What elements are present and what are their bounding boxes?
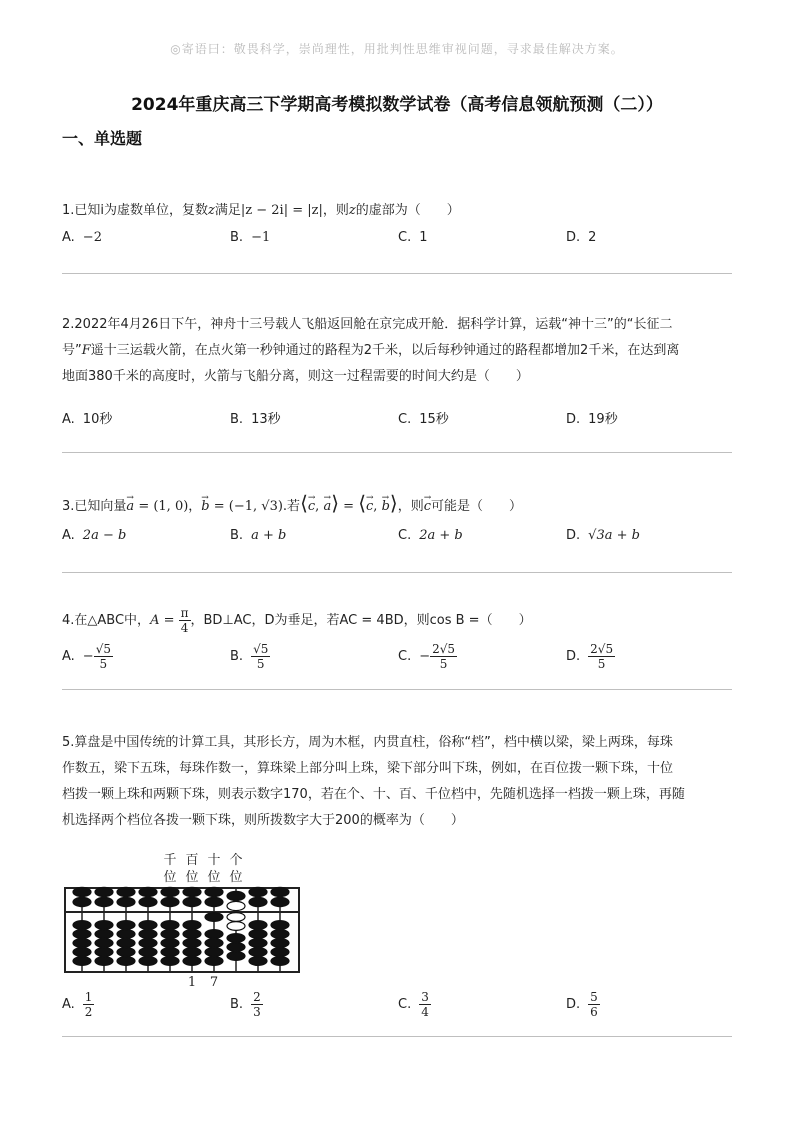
abacus-lower-bead bbox=[73, 930, 91, 939]
option-a[interactable]: A. − $\frac{√5}{5}$ bbox=[62, 642, 111, 671]
abacus-figure bbox=[62, 850, 312, 990]
abacus-upper-bead bbox=[95, 897, 113, 906]
abacus-lower-bead bbox=[95, 939, 113, 948]
abacus-upper-bead bbox=[73, 887, 91, 896]
abacus-lower-bead bbox=[73, 957, 91, 966]
question-5-options bbox=[62, 990, 732, 1024]
option-b[interactable]: B. a + b bbox=[230, 528, 287, 543]
abacus-upper-bead bbox=[183, 897, 201, 906]
abacus-lower-bead bbox=[183, 957, 201, 966]
abacus-lower-bead bbox=[73, 921, 91, 930]
abacus-lower-bead bbox=[271, 948, 289, 957]
abacus-upper-bead bbox=[227, 901, 245, 910]
label-bai: 百 bbox=[185, 853, 199, 868]
option-b[interactable]: B. $\frac{√5}{5}$ bbox=[230, 642, 269, 671]
abacus-lower-bead bbox=[227, 952, 245, 961]
option-d[interactable]: D. 19秒 bbox=[566, 412, 618, 427]
option-a[interactable]: A. −2 bbox=[62, 230, 102, 245]
question-3-stem: 3.已知向量→ a = (1, 0)，→ b = (−1, √3).若⟨→ c, → a⟩ = ⟨→ c, → b⟩，则→ c可能是（ ） bbox=[62, 490, 732, 520]
abacus-upper-bead bbox=[249, 897, 267, 906]
option-c[interactable]: C. $\frac{3}{4}$ bbox=[398, 990, 429, 1019]
question-1 bbox=[62, 198, 732, 224]
question-1-stem: 1.已知i为虚数单位，复数z满足|z − 2i| = |z|，则z的虚部为（ ） bbox=[62, 203, 460, 218]
abacus-lower-bead bbox=[227, 934, 245, 943]
abacus-lower-bead bbox=[139, 948, 157, 957]
abacus-lower-bead bbox=[271, 957, 289, 966]
question-2-line-1: 2.2022年4月26日下午，神舟十三号载人飞船返回舱在京完成开舱．据科学计算，运载“神十三”的“长征二 bbox=[62, 317, 673, 332]
abacus-lower-bead bbox=[117, 957, 135, 966]
option-b[interactable]: B. −1 bbox=[230, 230, 271, 245]
abacus-lower-bead bbox=[183, 939, 201, 948]
abacus-lower-bead bbox=[249, 939, 267, 948]
abacus-lower-bead bbox=[183, 921, 201, 930]
abacus-lower-bead bbox=[161, 957, 179, 966]
question-5-line-2: 作数五，梁下五珠，每珠作数一，算珠梁上部分叫上珠，梁下部分叫下珠，例如，在百位拨一颗下珠，十位 bbox=[62, 761, 674, 776]
abacus-lower-bead bbox=[227, 943, 245, 952]
abacus-lower-bead bbox=[227, 922, 245, 931]
abacus-lower-bead bbox=[139, 930, 157, 939]
option-c[interactable]: C. 2a + b bbox=[398, 528, 463, 543]
question-2-options bbox=[62, 408, 732, 434]
abacus-lower-bead bbox=[271, 930, 289, 939]
abacus-lower-bead bbox=[73, 948, 91, 957]
abacus-upper-bead bbox=[271, 887, 289, 896]
question-5-line-4: 机选择两个档位各拨一颗下珠，则所拨数字大于200的概率为（ ） bbox=[62, 813, 464, 828]
page-title: 2024年重庆高三下学期高考模拟数学试卷（高考信息领航预测（二）） bbox=[131, 95, 663, 115]
label-qian: 千 bbox=[163, 853, 177, 868]
abacus-lower-bead bbox=[161, 948, 179, 957]
digit-1: 1 bbox=[187, 975, 197, 990]
option-d[interactable]: D. $\frac{2√5}{5}$ bbox=[566, 642, 614, 671]
question-5-line-3: 档拨一颗上珠和两颗下珠，则表示数字170，若在个、十、百、千位档中，先随机选择一档拨一颗上珠，再随 bbox=[62, 787, 685, 802]
abacus-upper-bead bbox=[161, 887, 179, 896]
abacus-lower-bead bbox=[227, 913, 245, 922]
abacus-svg bbox=[62, 850, 312, 990]
abacus-upper-bead bbox=[161, 897, 179, 906]
abacus-lower-bead bbox=[249, 948, 267, 957]
label-wei-2: 位 bbox=[185, 870, 199, 885]
option-c[interactable]: C. − $\frac{2√5}{5}$ bbox=[398, 642, 456, 671]
abacus-lower-bead bbox=[249, 957, 267, 966]
abacus-lower-bead bbox=[95, 948, 113, 957]
abacus-upper-bead bbox=[227, 891, 245, 900]
abacus-lower-bead bbox=[139, 921, 157, 930]
label-shi: 十 bbox=[207, 853, 221, 868]
question-4-options bbox=[62, 642, 732, 676]
option-d[interactable]: D. 2 bbox=[566, 230, 597, 245]
option-b[interactable]: B. 13秒 bbox=[230, 412, 281, 427]
abacus-lower-bead bbox=[161, 930, 179, 939]
question-2-line-2: 号”F遥十三运载火箭，在点火第一秒钟通过的路程为2千米，以后每秒钟通过的路程都增加2千米，在达到离 bbox=[62, 343, 680, 358]
separator bbox=[62, 452, 732, 453]
motto-header: ◎寄语曰：敬畏科学，崇尚理性，用批判性思维审视问题，寻求最佳解决方案。 bbox=[170, 42, 624, 56]
abacus-lower-bead bbox=[117, 948, 135, 957]
abacus-lower-bead bbox=[95, 957, 113, 966]
label-wei-1: 位 bbox=[163, 870, 177, 885]
abacus-upper-bead bbox=[271, 897, 289, 906]
abacus-lower-bead bbox=[73, 939, 91, 948]
abacus-lower-bead bbox=[117, 939, 135, 948]
question-5 bbox=[62, 730, 732, 834]
question-3 bbox=[62, 490, 732, 520]
question-2-line-3: 地面380千米的高度时，火箭与飞船分离，则这一过程需要的时间大约是（ ） bbox=[62, 369, 529, 384]
abacus-lower-bead bbox=[183, 930, 201, 939]
label-wei-4: 位 bbox=[229, 870, 243, 885]
abacus-rods bbox=[73, 887, 289, 972]
abacus-lower-bead bbox=[249, 921, 267, 930]
abacus-lower-bead bbox=[139, 957, 157, 966]
abacus-upper-bead bbox=[249, 887, 267, 896]
option-a[interactable]: A. 10秒 bbox=[62, 412, 113, 427]
abacus-upper-bead bbox=[183, 887, 201, 896]
abacus-upper-bead bbox=[117, 897, 135, 906]
abacus-lower-bead bbox=[139, 939, 157, 948]
abacus-upper-bead bbox=[117, 887, 135, 896]
abacus-upper-bead bbox=[139, 887, 157, 896]
abacus-lower-bead bbox=[183, 948, 201, 957]
abacus-upper-bead bbox=[73, 897, 91, 906]
separator bbox=[62, 273, 732, 274]
option-a[interactable]: A. $\frac{1}{2}$ bbox=[62, 990, 93, 1019]
abacus-lower-bead bbox=[205, 957, 223, 966]
option-c[interactable]: C. 15秒 bbox=[398, 412, 449, 427]
abacus-upper-bead bbox=[95, 887, 113, 896]
option-d[interactable]: D. √3a + b bbox=[566, 528, 640, 543]
abacus-lower-bead bbox=[205, 948, 223, 957]
question-2 bbox=[62, 312, 732, 390]
abacus-lower-bead bbox=[95, 930, 113, 939]
label-wei-3: 位 bbox=[207, 870, 221, 885]
question-3-options bbox=[62, 528, 732, 554]
question-4-stem: 4.在△ABC中，A = $\frac{\pi}{4}$ ，BD⊥AC，D为垂足，若AC = 4BD，则cos B =（ ） bbox=[62, 606, 532, 635]
abacus-lower-bead bbox=[161, 921, 179, 930]
abacus-lower-bead bbox=[161, 939, 179, 948]
abacus-lower-bead bbox=[271, 921, 289, 930]
question-5-line-1: 5.算盘是中国传统的计算工具，其形长方，周为木框，内贯直柱，俗称“档”，档中横以梁，梁上两珠，每珠 bbox=[62, 735, 673, 750]
separator bbox=[62, 689, 732, 690]
abacus-lower-bead bbox=[249, 930, 267, 939]
abacus-lower-bead bbox=[117, 930, 135, 939]
question-1-options bbox=[62, 230, 732, 256]
option-d[interactable]: D. $\frac{5}{6}$ bbox=[566, 990, 598, 1019]
separator bbox=[62, 1036, 732, 1037]
option-c[interactable]: C. 1 bbox=[398, 230, 428, 245]
abacus-upper-bead bbox=[205, 897, 223, 906]
abacus-lower-bead bbox=[271, 939, 289, 948]
abacus-upper-bead bbox=[205, 887, 223, 896]
question-4 bbox=[62, 606, 732, 635]
section-heading: 一、单选题 bbox=[62, 129, 143, 148]
abacus-lower-bead bbox=[117, 921, 135, 930]
option-b[interactable]: B. $\frac{2}{3}$ bbox=[230, 990, 261, 1019]
abacus-upper-bead bbox=[139, 897, 157, 906]
abacus-lower-bead bbox=[205, 939, 223, 948]
abacus-lower-bead bbox=[205, 913, 223, 922]
option-a[interactable]: A. 2a − b bbox=[62, 528, 127, 543]
abacus-lower-bead bbox=[205, 930, 223, 939]
label-ge: 个 bbox=[229, 853, 243, 868]
separator bbox=[62, 572, 732, 573]
digit-7: 7 bbox=[209, 975, 219, 990]
abacus-lower-bead bbox=[95, 921, 113, 930]
